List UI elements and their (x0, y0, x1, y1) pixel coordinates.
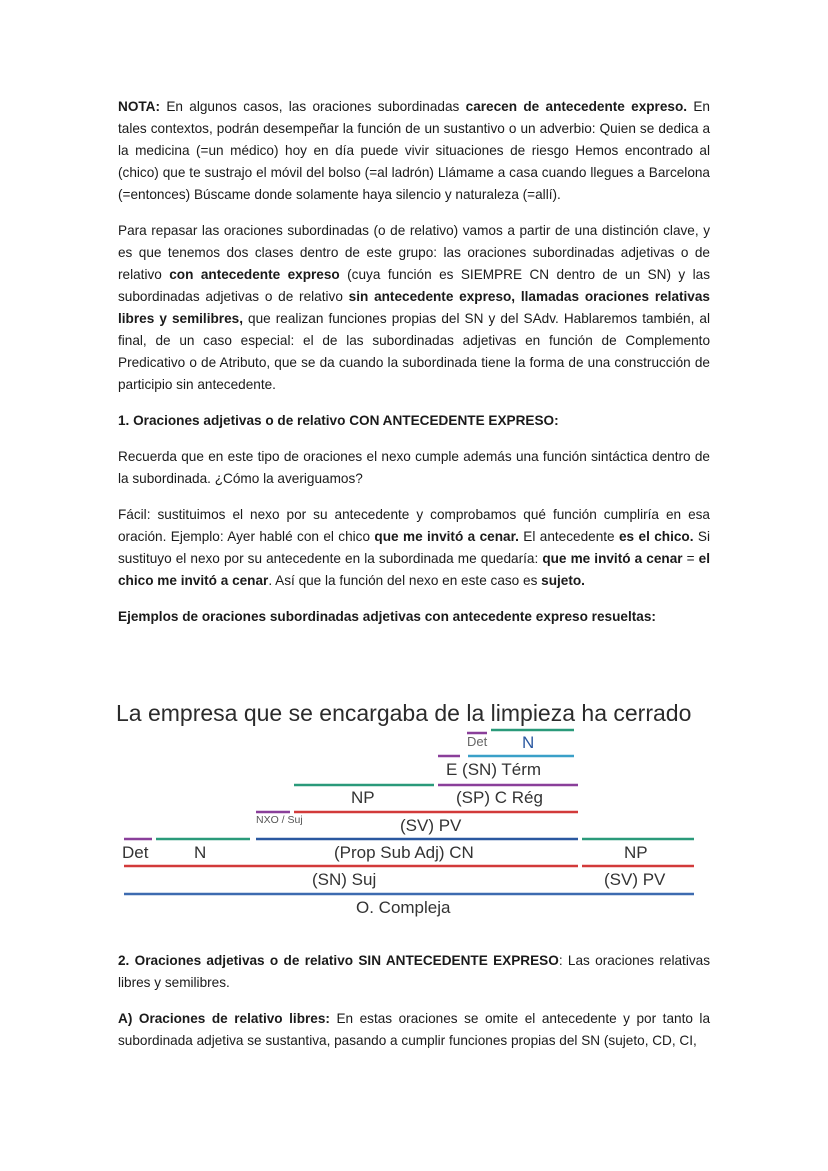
paragraph-facil: Fácil: sustituimos el nexo por su antecedente y comprobamos qué función cumpliría en esa oración. Ejemplo: Ayer hablé con el chico que me invitó a cenar. El antecedente es el chico. Si sustituyo el nexo por su antecedente en la subordinada me quedaría: que me invitó a cenar = el chico me invitó a cenar. Así que la función del nexo en este caso es sujeto. (118, 507, 711, 588)
label-prop-sub: (Prop Sub Adj) CN (334, 843, 474, 862)
label-sv-pv-main: (SV) PV (604, 870, 666, 889)
label-det-main: Det (122, 843, 149, 862)
document-body-lower (118, 950, 710, 1066)
label-n-limpieza: N (522, 733, 535, 752)
label-det-la: Det (467, 734, 488, 749)
label-np-encargaba: NP (351, 788, 375, 807)
section-heading-2: 2. Oraciones adjetivas o de relativo SIN ANTECEDENTE EXPRESO: Las oraciones relativas libres y semilibres. (118, 953, 710, 990)
paragraph-libres: A) Oraciones de relativo libres: En estas oraciones se omite el antecedente y por tanto la subordinada adjetiva se sustantiva, pasando a cumplir funciones propias del SN (sujeto, CD, CI, (118, 1011, 711, 1048)
diagram-sentence: La empresa que se encargaba de la limpieza ha cerrado (116, 700, 692, 726)
label-sv-pv-inner: (SV) PV (400, 816, 462, 835)
paragraph-nota: NOTA: En algunos casos, las oraciones subordinadas carecen de antecedente expreso. En tales contextos, podrán desempeñar la función de un sustantivo o un adverbio: Quien se dedica a la medicina (=un médico) hoy en día puede vivir situaciones de riesgo Hemos encontrado al (chico) que te sustrajo el móvil del bolso (=al ladrón) Llámame a casa cuando llegues a Barcelona (=entonces) Búscame donde solamente haya silencio y naturaleza (=allí). (118, 99, 710, 202)
label-np-main: NP (624, 843, 648, 862)
section-heading-1: 1. Oraciones adjetivas o de relativo CON ANTECEDENTE EXPRESO: (118, 413, 559, 428)
document-body (118, 96, 710, 642)
diagram-lines (116, 700, 706, 930)
label-sp-creg: (SP) C Rég (456, 788, 543, 807)
examples-heading: Ejemplos de oraciones subordinadas adjetivas con antecedente expreso resueltas: (118, 609, 656, 624)
label-o-compleja: O. Compleja (356, 898, 451, 917)
label-sn-suj: (SN) Suj (312, 870, 377, 889)
nota-label: NOTA: (118, 99, 161, 114)
paragraph-repaso: Para repasar las oraciones subordinadas (o de relativo) vamos a partir de una distinción clave, y es que tenemos dos clases dentro de este grupo: las oraciones subordinadas adjetivas o de relativo con antecedente expreso (cuya función es SIEMPRE CN dentro de un SN) y las subordinadas adjetivas o de relativo sin antecedente expreso, llamadas oraciones relativas libres y semilibres, que realizan funciones propias del SN y del SAdv. Hablaremos también, al final, de un caso especial: el de las subordinadas adjetivas en función de Complemento Predicativo o de Atributo, que se da cuando la subordinada tiene la forma de una construcción de participio sin antecedente. (118, 223, 710, 392)
paragraph-recuerda: Recuerda que en este tipo de oraciones el nexo cumple además una función sintáctica dentro de la subordinada. ¿Cómo la averiguamos? (118, 449, 710, 486)
label-e-term: E (SN) Térm (446, 760, 542, 779)
label-n-main: N (194, 843, 207, 862)
syntax-analysis-diagram (116, 700, 706, 930)
label-nxo-suj: NXO / Suj (256, 814, 303, 826)
